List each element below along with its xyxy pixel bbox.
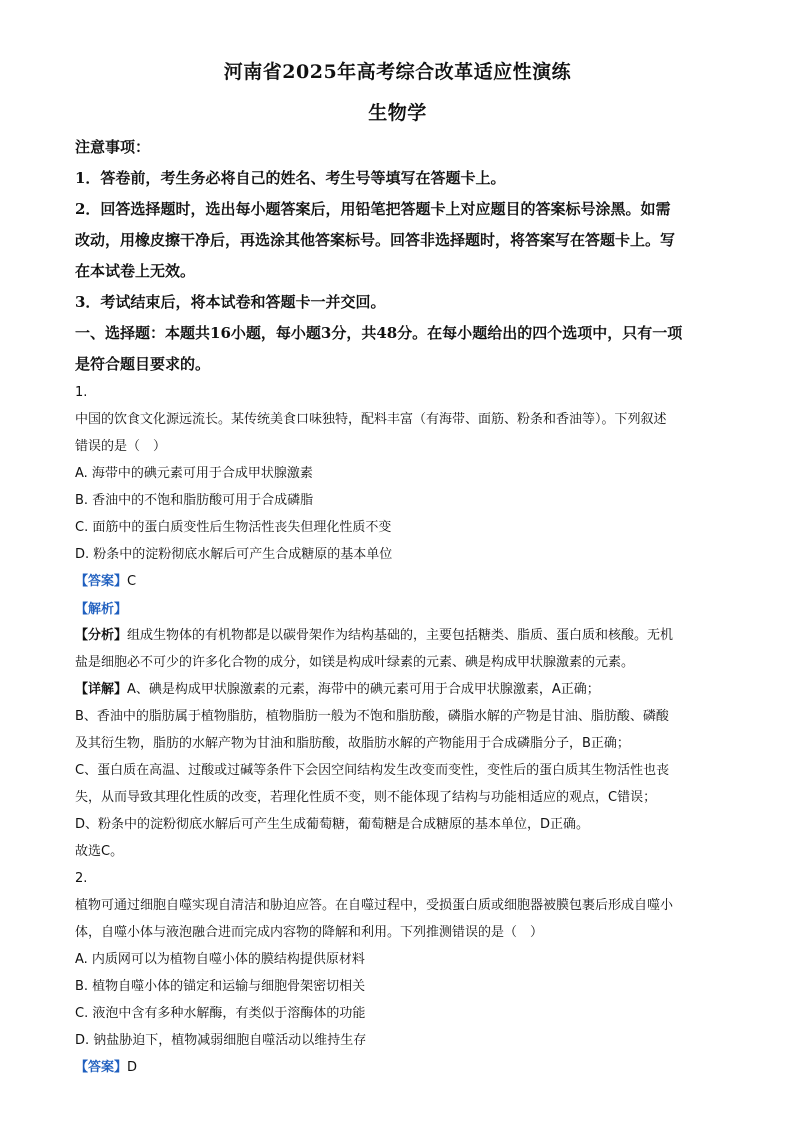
notice-item-1: 1．答卷前，考生务必将自己的姓名、考生号等填写在答题卡上。 [75, 169, 506, 187]
q1-option-a: A. 海带中的碘元素可用于合成甲状腺激素 [75, 466, 313, 481]
q2-option-c: C. 液泡中含有多种水解酶，有类似于溶酶体的功能 [75, 1006, 366, 1021]
q1-fenxi-line-2: 盐是细胞必不可少的许多化合物的成分，如镁是构成叶绿素的元素、碘是构成甲状腺激素的元素。 [75, 655, 635, 670]
q1-stem-line-2: 错误的是（ ） [75, 439, 167, 454]
q1-fenxi-text-1: 组成生物体的有机物都是以碳骨架作为结构基础的，主要包括糖类、脂质、蛋白质和核酸。无机 [127, 628, 674, 643]
q2-option-d: D. 钠盐胁迫下，植物减弱细胞自噬活动以维持生存 [75, 1033, 367, 1048]
section-heading-line-2: 是符合题目要求的。 [75, 355, 211, 373]
q1-fenxi-line-1 [75, 626, 725, 646]
q2-option-b: B. 植物自噬小体的锚定和运输与细胞骨架密切相关 [75, 979, 366, 994]
q2-stem-line-1: 植物可通过细胞自噬实现自清洁和胁迫应答。在自噬过程中，受损蛋白质或细胞器被膜包裹后形成自噬小 [75, 898, 674, 913]
q1-option-c: C. 面筋中的蛋白质变性后生物活性丧失但理化性质不变 [75, 520, 392, 535]
q2-answer-row [75, 1058, 725, 1078]
q2-answer-value: D [127, 1060, 138, 1075]
q1-xiangjie-line-1 [75, 680, 725, 700]
notice-item-2-line-2: 改动，用橡皮擦干净后，再选涂其他答案标号。回答非选择题时，将答案写在答题卡上。写 [75, 231, 676, 249]
exam-title: 河南省2025年高考综合改革适应性演练 [223, 61, 572, 83]
q1-xiangjie-line-5: 失，从而导致其理化性质的改变，若理化性质不变，则不能体现了结构与功能相适应的观点，C错误； [75, 790, 657, 805]
q1-answer-row [75, 572, 725, 592]
answer-tag: 【答案】 [75, 574, 128, 589]
notice-heading: 注意事项： [75, 138, 151, 156]
analysis-tag: 【解析】 [75, 602, 128, 617]
q1-xiangjie-line-2: B、香油中的脂肪属于植物脂肪，植物脂肪一般为不饱和脂肪酸，磷脂水解的产物是甘油、脂肪酸、磷酸 [75, 709, 669, 724]
q1-conclusion: 故选C。 [75, 844, 124, 859]
section-heading-line-1: 一、选择题：本题共16小题，每小题3分，共48分。在每小题给出的四个选项中，只有一项 [75, 324, 683, 342]
q2-option-a: A. 内质网可以为植物自噬小体的膜结构提供原材料 [75, 952, 365, 967]
notice-item-2-line-3: 在本试卷上无效。 [75, 262, 196, 280]
q1-analysis-row [75, 599, 725, 620]
answer-tag: 【答案】 [75, 1060, 128, 1075]
q2-number: 2. [75, 871, 88, 886]
xiangjie-tag: 【详解】 [75, 682, 128, 697]
q1-xiangjie-text-1: A、碘是构成甲状腺激素的元素，海带中的碘元素可用于合成甲状腺激素，A正确； [127, 682, 600, 697]
notice-item-2-line-1: 2．回答选择题时，选出每小题答案后，用铅笔把答题卡上对应题目的答案标号涂黑。如需 [75, 200, 671, 218]
fenxi-tag: 【分析】 [75, 628, 128, 643]
q1-option-d: D. 粉条中的淀粉彻底水解后可产生合成糖原的基本单位 [75, 547, 393, 562]
q1-xiangjie-line-6: D、粉条中的淀粉彻底水解后可产生生成葡萄糖，葡萄糖是合成糖原的基本单位，D正确。 [75, 817, 590, 832]
q1-stem-line-1: 中国的饮食文化源远流长。某传统美食口味独特，配料丰富（有海带、面筋、粉条和香油等）。下列叙述 [75, 412, 667, 427]
q1-xiangjie-line-3: 及其衍生物，脂肪的水解产物为甘油和脂肪酸，故脂肪水解的产物能用于合成磷脂分子，B正确； [75, 736, 630, 751]
exam-subject: 生物学 [368, 102, 427, 124]
notice-item-3: 3．考试结束后，将本试卷和答题卡一并交回。 [75, 293, 386, 311]
q1-number: 1. [75, 385, 88, 400]
q1-option-b: B. 香油中的不饱和脂肪酸可用于合成磷脂 [75, 493, 314, 508]
q2-stem-line-2: 体，自噬小体与液泡融合进而完成内容物的降解和利用。下列推测错误的是（ ） [75, 925, 544, 940]
q1-xiangjie-line-4: C、蛋白质在高温、过酸或过碱等条件下会因空间结构发生改变而变性，变性后的蛋白质其生物活性也丧 [75, 763, 670, 778]
q1-answer-value: C [127, 574, 137, 589]
